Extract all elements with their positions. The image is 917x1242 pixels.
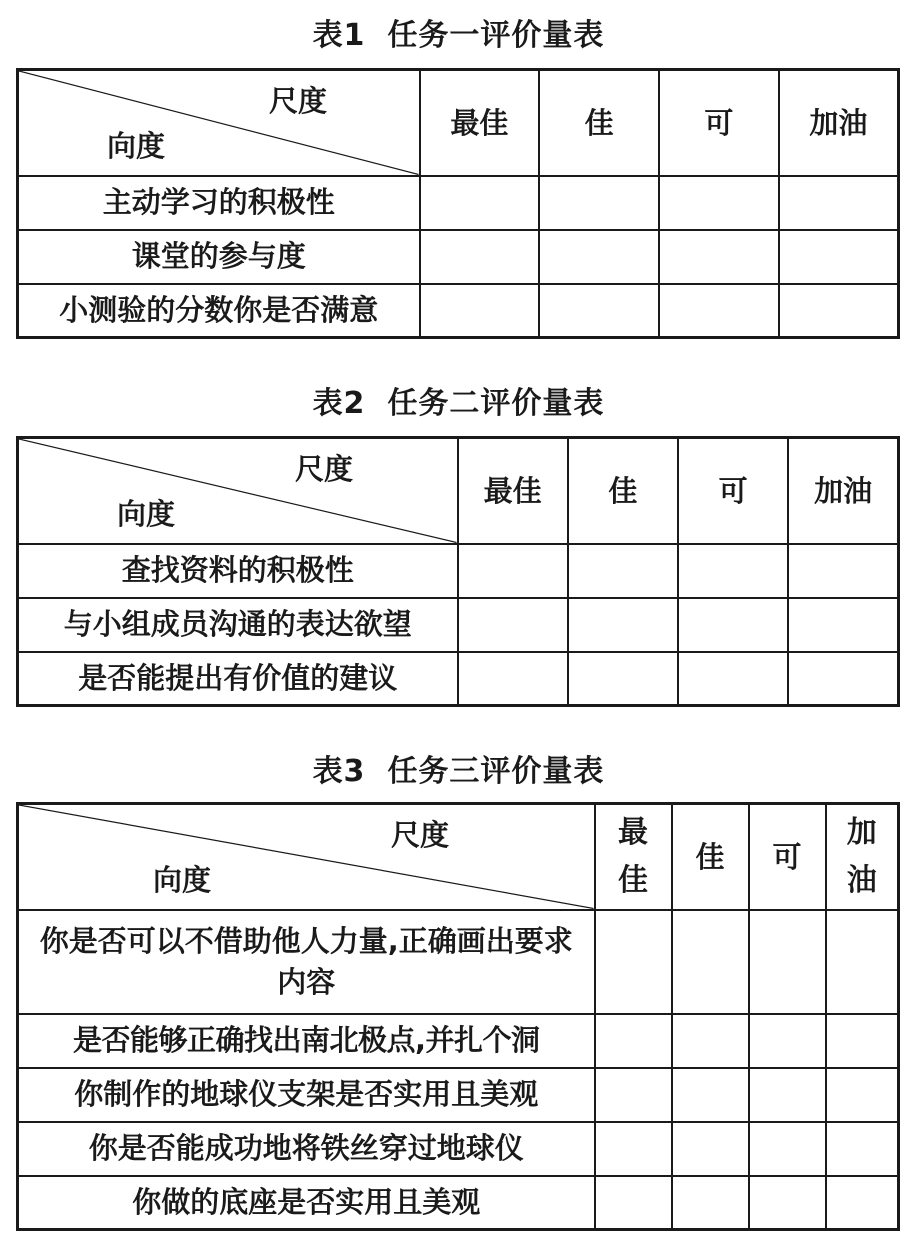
rating-cell[interactable] (568, 598, 678, 652)
rating-cell[interactable] (779, 284, 899, 338)
rating-cell[interactable] (678, 544, 788, 598)
table3-caption (0, 746, 917, 790)
rating-cell[interactable] (458, 598, 568, 652)
rating-cell[interactable] (779, 176, 899, 230)
table1-row-label: 课堂的参与度 (18, 230, 420, 284)
table2-number: 表2 (312, 386, 366, 421)
rating-cell[interactable] (539, 230, 659, 284)
table3-row-label: 你做的底座是否实用且美观 (18, 1176, 595, 1230)
rating-cell[interactable] (595, 1068, 672, 1122)
rating-cell[interactable] (826, 1014, 899, 1068)
rating-cell[interactable] (568, 544, 678, 598)
table1-title: 任务一评价量表 (387, 18, 605, 53)
rating-cell[interactable] (788, 598, 898, 652)
rating-cell[interactable] (659, 284, 779, 338)
table2-dimension-label: 向度 (117, 497, 176, 532)
table1-row-label: 主动学习的积极性 (18, 176, 420, 230)
table3-title: 任务三评价量表 (387, 754, 605, 789)
rating-cell[interactable] (458, 652, 568, 706)
rating-cell[interactable] (826, 1122, 899, 1176)
rating-cell[interactable] (788, 544, 898, 598)
table-row (18, 176, 899, 230)
table3-scale-best: 最佳 (595, 804, 672, 910)
rating-cell[interactable] (539, 176, 659, 230)
table-row (18, 1014, 899, 1068)
table1-scale-label: 尺度 (269, 84, 328, 118)
rating-cell[interactable] (672, 1068, 749, 1122)
table-row (18, 544, 899, 598)
table3 (16, 802, 900, 1231)
rating-cell[interactable] (678, 598, 788, 652)
rating-cell[interactable] (749, 1068, 826, 1122)
rating-cell[interactable] (659, 176, 779, 230)
table3-corner-cell (18, 804, 595, 910)
rating-cell[interactable] (749, 1176, 826, 1230)
table2-corner-cell (18, 438, 458, 544)
rating-cell[interactable] (672, 1122, 749, 1176)
rating-cell[interactable] (595, 910, 672, 1014)
rating-cell[interactable] (672, 1014, 749, 1068)
table3-scale-label: 尺度 (391, 818, 450, 852)
rating-cell[interactable] (672, 1176, 749, 1230)
rating-cell[interactable] (568, 652, 678, 706)
table3-row-label: 你是否能成功地将铁丝穿过地球仪 (18, 1122, 595, 1176)
rating-cell[interactable] (826, 910, 899, 1014)
table-row (18, 652, 899, 706)
table1-scale-ok: 可 (659, 70, 779, 176)
table2-scale-best: 最佳 (458, 438, 568, 544)
table1-corner-cell (18, 70, 420, 176)
table-row (18, 598, 899, 652)
rating-cell[interactable] (788, 652, 898, 706)
table-row (18, 1068, 899, 1122)
rating-cell[interactable] (678, 652, 788, 706)
table2-row-label: 是否能提出有价值的建议 (18, 652, 458, 706)
rating-cell[interactable] (749, 1122, 826, 1176)
rating-cell[interactable] (672, 910, 749, 1014)
table3-header-row (18, 804, 899, 910)
table2-scale-try-harder: 加油 (788, 438, 898, 544)
rating-cell[interactable] (826, 1176, 899, 1230)
rating-cell[interactable] (595, 1176, 672, 1230)
table-row (18, 910, 899, 1014)
table2-scale-label: 尺度 (295, 452, 354, 486)
table-row (18, 230, 899, 284)
rating-cell[interactable] (458, 544, 568, 598)
table2-scale-ok: 可 (678, 438, 788, 544)
table1-diagonal-line (19, 71, 419, 175)
table3-row-label: 是否能够正确找出南北极点,并扎个洞 (18, 1014, 595, 1068)
table1-header-row (18, 70, 899, 176)
table1-scale-best: 最佳 (420, 70, 540, 176)
table3-dimension-label: 向度 (153, 863, 212, 898)
table2-row-label: 与小组成员沟通的表达欲望 (18, 598, 458, 652)
rating-cell[interactable] (826, 1068, 899, 1122)
table2-header-row (18, 438, 899, 544)
rating-cell[interactable] (779, 230, 899, 284)
table-row (18, 1122, 899, 1176)
table1-scale-good: 佳 (539, 70, 659, 176)
rating-cell[interactable] (420, 284, 540, 338)
table-row (18, 1176, 899, 1230)
table1-scale-try-harder: 加油 (779, 70, 899, 176)
rating-cell[interactable] (659, 230, 779, 284)
table3-row-label: 你是否可以不借助他人力量,正确画出要求内容 (18, 910, 595, 1014)
table2-row-label: 查找资料的积极性 (18, 544, 458, 598)
table2-scale-good: 佳 (568, 438, 678, 544)
rating-cell[interactable] (420, 176, 540, 230)
rating-cell[interactable] (595, 1014, 672, 1068)
table3-scale-try-harder: 加油 (826, 804, 899, 910)
table1 (16, 68, 900, 339)
table1-caption (0, 10, 917, 54)
table-row (18, 284, 899, 338)
rating-cell[interactable] (595, 1122, 672, 1176)
table3-diagonal-line (19, 805, 594, 909)
rating-cell[interactable] (420, 230, 540, 284)
rating-cell[interactable] (749, 1014, 826, 1068)
rating-cell[interactable] (539, 284, 659, 338)
table1-dimension-label: 向度 (107, 129, 166, 164)
table1-number: 表1 (312, 18, 366, 53)
table3-scale-ok: 可 (749, 804, 826, 910)
table2-caption (0, 378, 917, 422)
table2 (16, 436, 900, 707)
table3-number: 表3 (312, 754, 366, 789)
table1-row-label: 小测验的分数你是否满意 (18, 284, 420, 338)
table3-scale-good: 佳 (672, 804, 749, 910)
table3-row-label: 你制作的地球仪支架是否实用且美观 (18, 1068, 595, 1122)
table2-diagonal-line (19, 439, 457, 543)
rating-cell[interactable] (749, 910, 826, 1014)
table2-title: 任务二评价量表 (387, 386, 605, 421)
